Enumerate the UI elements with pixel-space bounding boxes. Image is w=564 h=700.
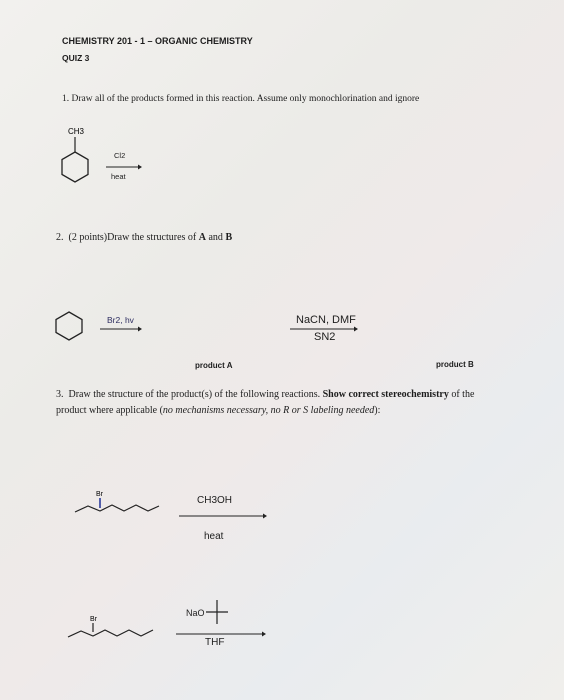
quiz-label: QUIZ 3	[62, 53, 90, 63]
methylcyclohexane-structure	[55, 125, 105, 190]
tert-butyl-structure	[204, 598, 232, 626]
question-2-text: 2. (2 points)Draw the structures of A and B	[56, 232, 233, 243]
reagent-cl2: Cl2	[114, 151, 126, 160]
reagent-br2-hv: Br2, hv	[107, 315, 134, 325]
question-3-text: 3. Draw the structure of the product(s) of the following reactions. Show correct stereochemistry of the product where applicable (no mechanisms necessary, no R or S labeling needed):	[56, 389, 475, 416]
ch3-label: CH3	[68, 127, 85, 136]
reagent-nacn-dmf: NaCN, DMF	[296, 314, 356, 326]
reagent-thf: THF	[205, 637, 225, 648]
reagent-heat: heat	[204, 531, 224, 542]
reaction-arrow	[179, 513, 267, 519]
product-a-label: product A	[195, 361, 233, 370]
bromoalkane-structure-1	[72, 488, 162, 520]
cyclohexane-structure	[54, 311, 84, 341]
reaction-arrow	[106, 164, 142, 170]
product-b-label: product B	[436, 360, 474, 369]
reaction-arrow	[100, 326, 142, 332]
reagent-heat: heat	[111, 172, 126, 181]
br-label: Br	[96, 491, 103, 498]
bromoalkane-structure-2	[62, 612, 162, 644]
br-label: Br	[90, 616, 97, 623]
page-title: CHEMISTRY 201 - 1 – ORGANIC CHEMISTRY	[62, 36, 253, 46]
reagent-ch3oh: CH3OH	[197, 495, 233, 506]
question-1-text: 1. Draw all of the products formed in this reaction. Assume only monochlorination and ignore	[62, 94, 420, 104]
reagent-naotbu: NaO	[186, 608, 205, 618]
reagent-sn2: SN2	[314, 331, 336, 343]
